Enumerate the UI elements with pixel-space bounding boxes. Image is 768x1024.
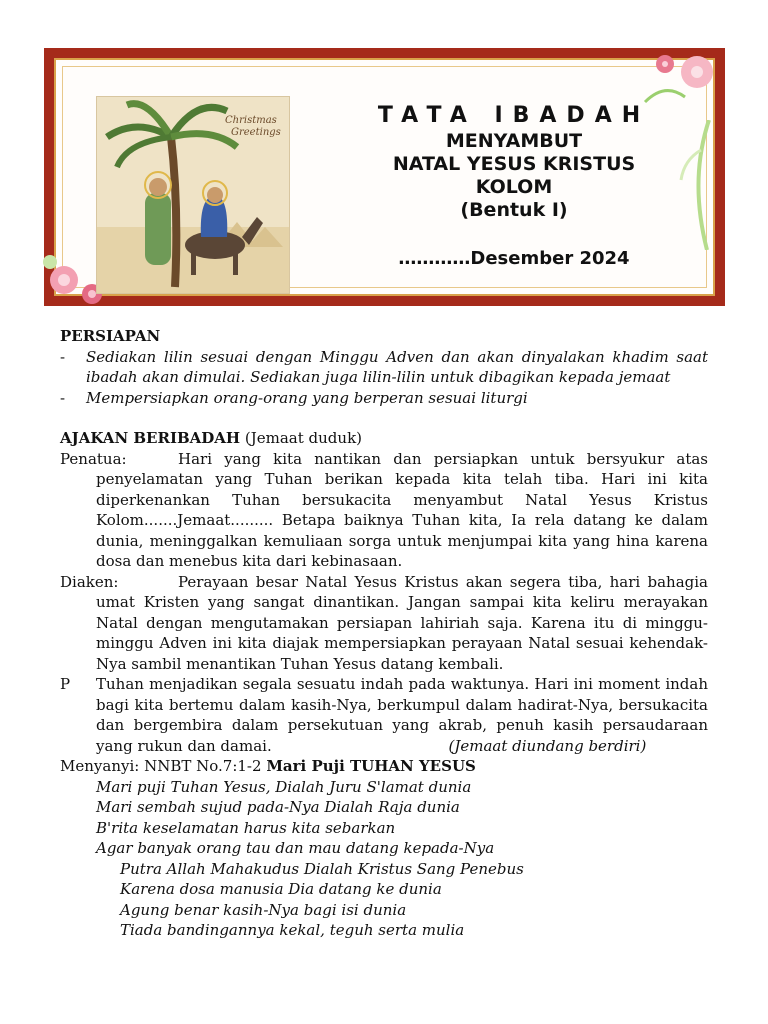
- lyric-line: Agar banyak orang tau dan mau datang kepada-Nya: [96, 839, 495, 857]
- banner-frame: [54, 58, 715, 296]
- title-block: [344, 102, 684, 269]
- speaker-label: Penatua:: [60, 449, 127, 468]
- list-item: - Mempersiapkan orang-orang yang berperan sesuai liturgi: [60, 388, 528, 407]
- christmas-card-image: [96, 96, 290, 294]
- lyric-line: Karena dosa manusia Dia datang ke dunia: [120, 880, 442, 898]
- list-item: - Sediakan lilin sesuai dengan Minggu Adven dan akan dinyalakan khadim saat ibadah akan dimulai. Sediakan juga lilin-lilin untuk dibagikan kepada jemaat: [60, 347, 708, 386]
- section-heading-ajakan: AJAKAN BERIBADAH (Jemaat duduk): [60, 429, 363, 447]
- stage-note: (Jemaat diundang berdiri): [448, 736, 647, 755]
- lyric-line: Mari puji Tuhan Yesus, Dialah Juru S'lamat dunia: [96, 777, 472, 796]
- title-line-1: MENYAMBUT: [445, 130, 583, 152]
- nativity-illustration-icon: [97, 97, 289, 293]
- flower-decoration-icon: [679, 120, 719, 250]
- speaker-paragraph-p: P Tuhan menjadikan segala sesuatu indah pada waktunya. Hari ini moment indah bagi kita bertemu dalam kasih-Nya, berkumpul dalam hadirat-Nya, bersukacita dan bergembira dalam persekutuan yang akrab, penuh kasih persaudaraan yang rukun dan damai. (Jemaat diundang berdiri): [60, 675, 708, 755]
- title-line-4: (Bentuk I): [460, 199, 568, 221]
- speaker-label: Diaken:: [60, 572, 119, 591]
- header-banner: [44, 48, 725, 306]
- document-body: [60, 326, 708, 941]
- lyric-line: Tiada bandingannya kekal, teguh serta mulia: [120, 921, 465, 939]
- speaker-paragraph-penatua: Penatua: Hari yang kita nantikan dan persiapkan untuk bersyukur atas penyelamatan yang Tuhan berikan kepada kita telah tiba. Hari ini kita diperkenankan Tuhan bersukacita menyambut Natal Yesus Kristus Kolom.......Jemaat......... Betapa baiknya Tuhan kita, Ia rela datang ke dalam dunia, meninggalkan kemuliaan sorga untuk menjumpai kita yang hina karena dosa dan menebus kita dari kebinasaan.: [60, 449, 708, 570]
- title-line-3: KOLOM: [475, 176, 553, 198]
- lyric-line: Mari sembah sujud pada-Nya Dialah Raja dunia: [96, 798, 460, 816]
- speaker-paragraph-diaken: Diaken: Perayaan besar Natal Yesus Kristus akan segera tiba, hari bahagia umat Kristen yang sangat dinantikan. Jangan sampai kita keliru merayakan Natal dengan mengutamakan persiapan lahiriah saja. Karena itu di minggu-minggu Adven ini kita diajak mempersiapkan perayaan Natal sesuai kehendak-Nya sambil menantikan Tuhan Yesus datang kembali.: [60, 572, 708, 673]
- speaker-label: P: [60, 675, 71, 693]
- document-date: …………Desember 2024: [398, 248, 630, 269]
- svg-text:Greetings: Greetings: [231, 127, 281, 138]
- lyric-line: Agung benar kasih-Nya bagi isi dunia: [120, 900, 407, 919]
- lyric-line: B'rita keselamatan harus kita sebarkan: [96, 818, 396, 837]
- song-heading: Menyanyi: NNBT No.7:1-2 Mari Puji TUHAN YESUS: [60, 757, 476, 775]
- title-line-2: NATAL YESUS KRISTUS: [392, 153, 636, 175]
- svg-text:Christmas: Christmas: [225, 115, 277, 126]
- document-title: TATA IBADAH: [377, 103, 651, 128]
- section-heading-persiapan: PERSIAPAN: [60, 327, 161, 345]
- lyric-line: Putra Allah Mahakudus Dialah Kristus Sang Penebus: [120, 859, 524, 878]
